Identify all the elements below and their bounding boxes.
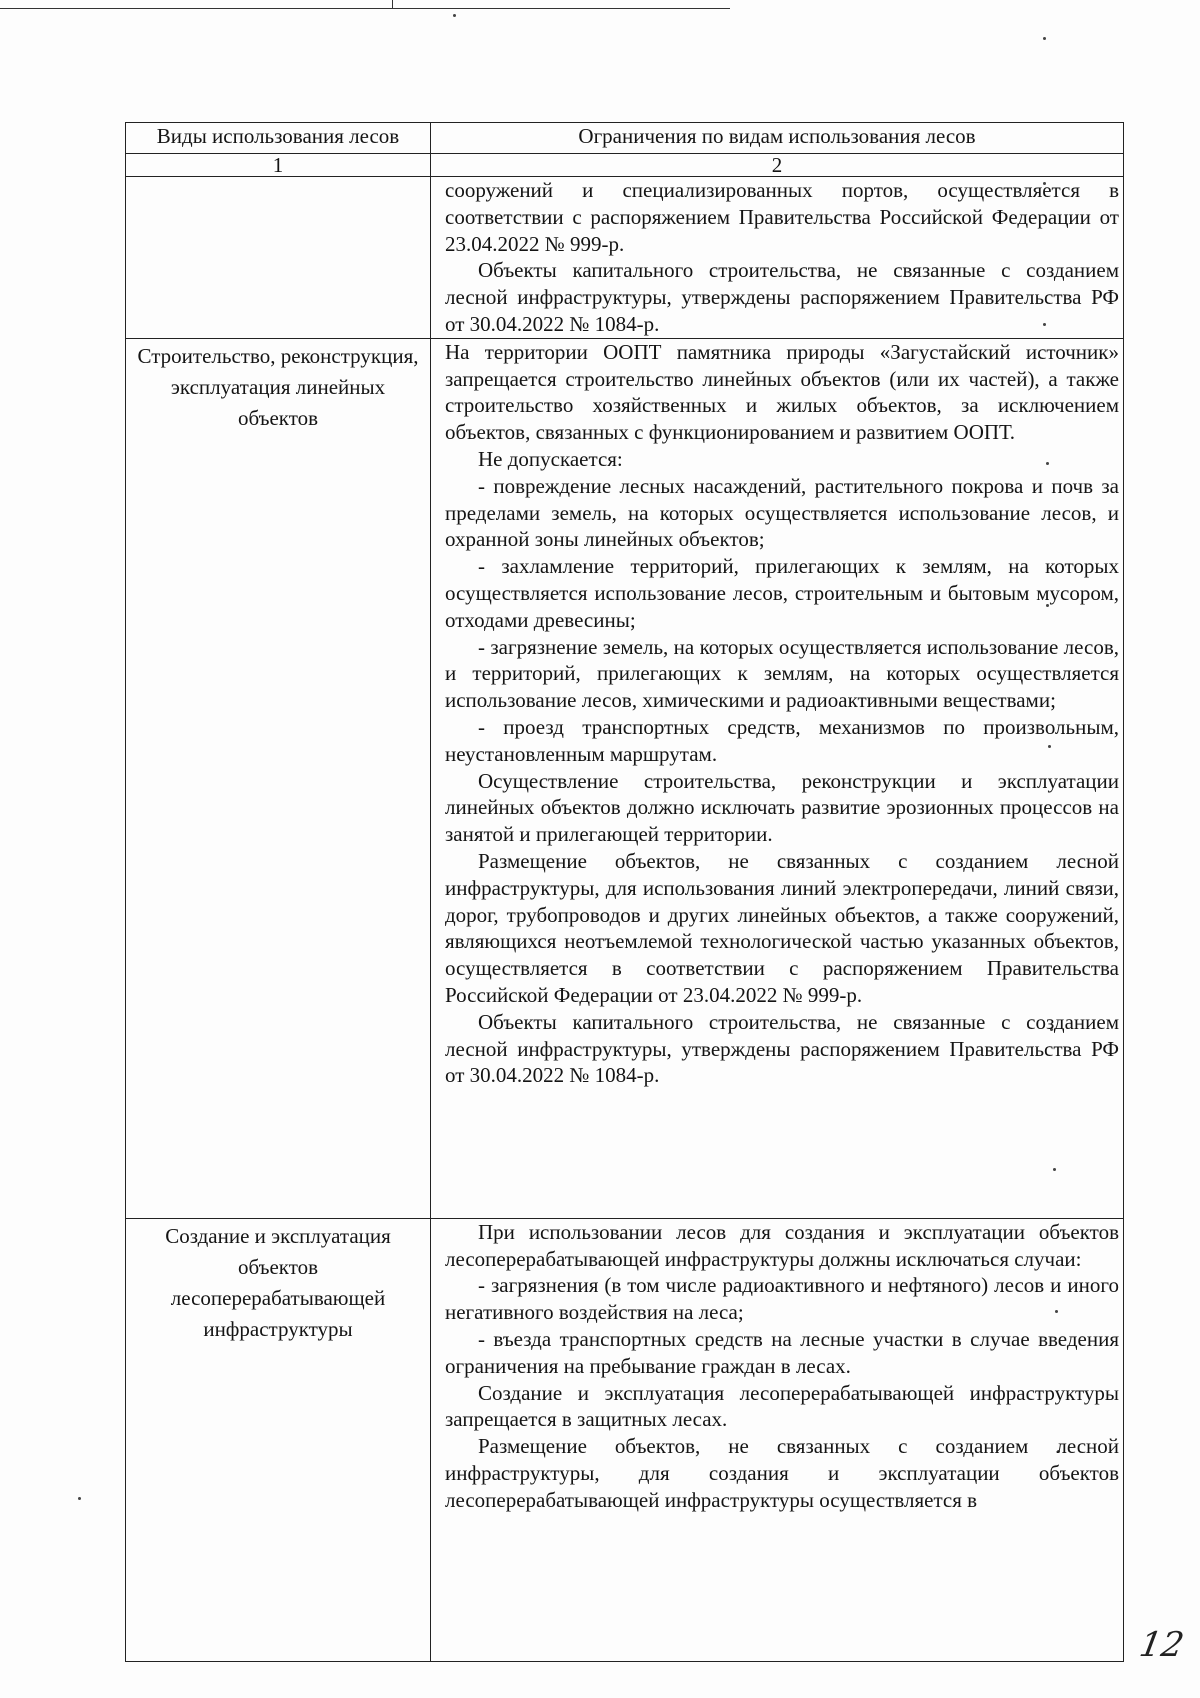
top-margin-rule — [0, 8, 730, 9]
restriction-paragraph: Создание и эксплуатация лесоперерабатывающей инфраструктуры запрещается в защитных лесах. — [445, 1380, 1119, 1432]
scan-speck — [453, 14, 456, 17]
restriction-paragraph: Не допускается: — [478, 446, 623, 471]
top-rule-tick — [392, 0, 393, 8]
column-header-restrictions: Ограничения по видам использования лесов — [431, 123, 1124, 154]
column-number-1: 1 — [126, 154, 431, 177]
scan-speck — [78, 1497, 81, 1500]
restriction-list-item: - загрязнения (в том числе радиоактивного и нефтяного) лесов и иного негативного воздействия на леса; — [445, 1273, 1119, 1325]
restriction-paragraph: сооружений и специализированных портов, осуществляется в соответствии с распоряжением Правительства Российской Федерации от 23.04.2022 № 999-р. — [445, 178, 1119, 256]
restriction-list-item: - въезда транспортных средств на лесные участки в случае введения ограничения на пребывание граждан в лесах. — [445, 1326, 1119, 1378]
restriction-paragraph: На территории ООПТ памятника природы «Загустайский источник» запрещается строительство линейных объектов (или их частей), а также строительство хозяйственных и жилых объектов, за исключением объектов, связанных с функционированием и развитием ООПТ. — [445, 339, 1119, 445]
restriction-paragraph: Размещение объектов, не связанных с созданием лесной инфраструктуры, для создания и эксплуатации объектов лесоперерабатывающей инфраструктуры осуществляется в — [445, 1434, 1119, 1512]
restriction-paragraph: Объекты капитального строительства, не связанные с созданием лесной инфраструктуры, утверждены распоряжением Правительства РФ от 30.04.2022 № 1084-р. — [445, 258, 1119, 336]
restriction-list-item: - захламление территорий, прилегающих к землям, на которых осуществляется использование лесов, строительным и бытовым мусором, отходами древесины; — [445, 554, 1119, 632]
table-row — [126, 177, 1124, 339]
table-header-row — [126, 123, 1124, 154]
forest-use-restrictions-table — [125, 122, 1124, 1662]
restriction-list-item: - загрязнение земель, на которых осуществляется использование лесов, и территорий, прилегающих к землям, на которых осуществляется использование лесов, химическими и радиоактивными веществами; — [445, 634, 1119, 713]
table-row — [126, 338, 1124, 1218]
restriction-paragraph: Объекты капитального строительства, не связанные с созданием лесной инфраструктуры, утверждены распоряжением Правительства РФ от 30.04.2022 № 1084-р. — [445, 1009, 1119, 1088]
column-number-2: 2 — [431, 154, 1124, 177]
restriction-paragraph: Размещение объектов, не связанных с созданием лесной инфраструктуры, для использования линий электропередачи, линий связи, дорог, трубопроводов и других линейных объектов, а также сооружений, являющихся неотъемлемой технологической частью указанных объектов, осуществляется в соответствии с распоряжением Правительства Российской Федерации от 23.04.2022 № 999-р. — [445, 848, 1119, 1007]
column-header-kinds: Виды использования лесов — [126, 123, 431, 154]
row-restrictions-cell — [431, 338, 1124, 1218]
scan-speck — [1043, 37, 1046, 40]
row-kind-cell: Строительство, реконструкция, эксплуатация линейных объектов — [126, 338, 431, 1218]
page-number: 12 — [1136, 1625, 1187, 1665]
row-kind-cell: Создание и эксплуатация объектов лесоперерабатывающей инфраструктуры — [126, 1218, 431, 1661]
restriction-paragraph: При использовании лесов для создания и эксплуатации объектов лесоперерабатывающей инфраструктуры должны исключаться случаи: — [445, 1219, 1119, 1271]
restriction-list-item: - повреждение лесных насаждений, растительного покрова и почв за пределами земель, на которых осуществляется использование лесов, и охранной зоны линейных объектов; — [445, 473, 1119, 552]
restriction-paragraph: Осуществление строительства, реконструкции и эксплуатации линейных объектов должно исключать развитие эрозионных процессов на занятой и прилегающей территории. — [445, 768, 1119, 847]
row-kind-cell — [126, 177, 431, 339]
table-row — [126, 1218, 1124, 1661]
row-restrictions-cell — [431, 177, 1124, 339]
restriction-list-item: - проезд транспортных средств, механизмов по произвольным, неустановленным маршрутам. — [445, 714, 1119, 766]
column-number-row — [126, 154, 1124, 177]
row-restrictions-cell — [431, 1218, 1124, 1661]
